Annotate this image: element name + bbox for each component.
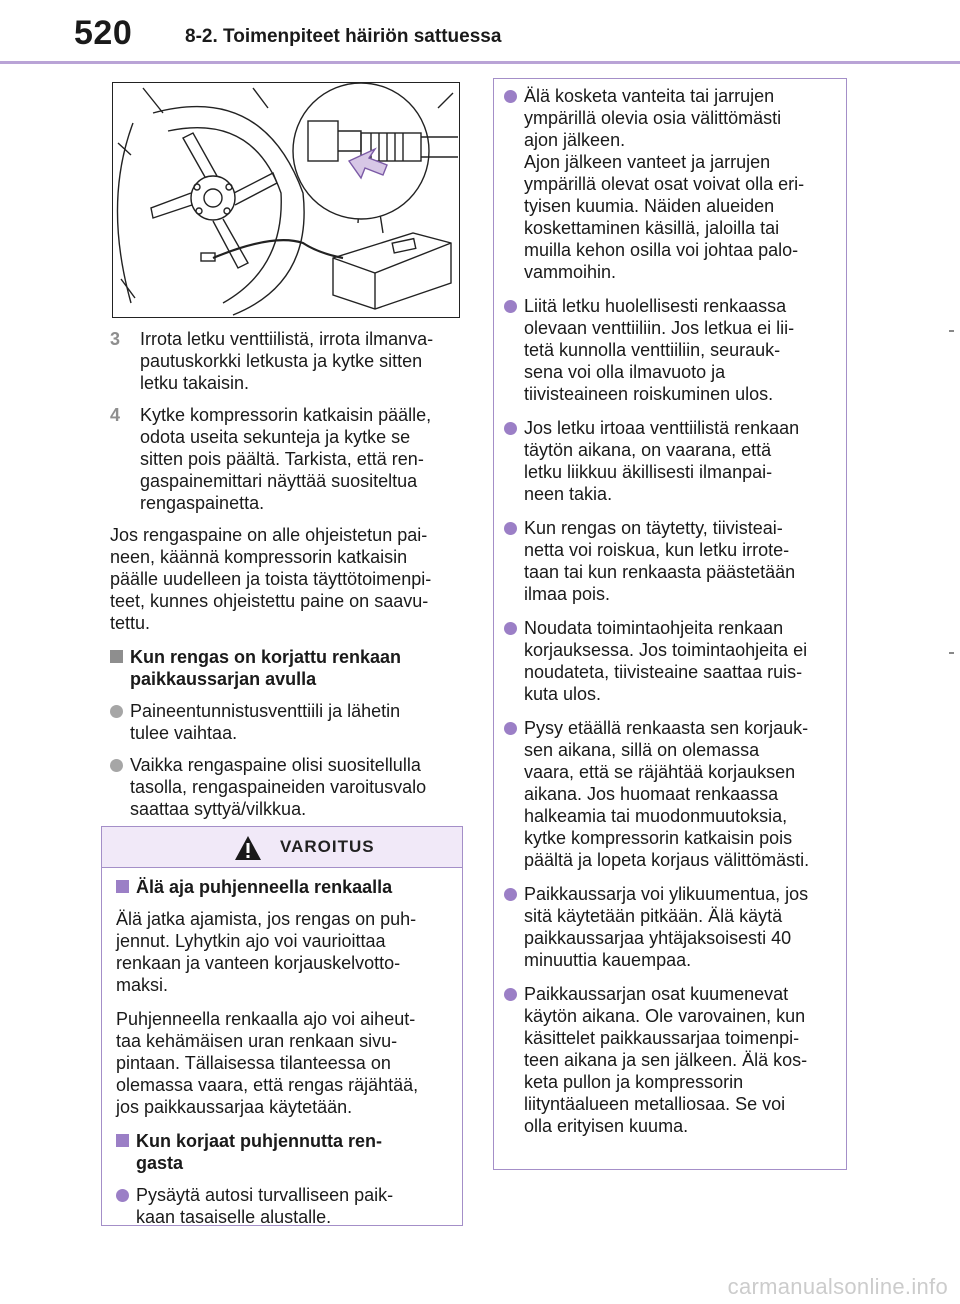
heading-text: Älä aja puhjenneella renkaalla bbox=[136, 877, 393, 897]
bullet-dot-icon bbox=[116, 1189, 129, 1202]
tire-inflation-illustration bbox=[112, 82, 460, 318]
warning-heading bbox=[116, 1130, 448, 1174]
bullet-dot-icon bbox=[504, 888, 517, 901]
heading-text: Kun rengas on korjattu renkaan paikkaussarjan avulla bbox=[130, 647, 402, 689]
section-title: 8-2. Toimenpiteet häiriön sattuessa bbox=[185, 26, 502, 47]
bullet-text: Paikkaussarja voi ylikuumentua, jos sitä käytetään pitkään. Älä käytä paikkaussarjaa yhtäjaksoisesti 40 minuuttia kauempaa. bbox=[524, 884, 809, 970]
bullet-text: Kun rengas on täytetty, tiivisteai- netta voi roiskua, kun letku irrote- taan tai kun renkaasta päästetään ilmaa pois. bbox=[524, 518, 796, 604]
bullet-text: Vaikka rengaspaine olisi suositellulla tasolla, rengaspaineiden varoitusvalo saattaa syttyä/vilkkua. bbox=[130, 755, 427, 819]
step-number: 3 bbox=[110, 329, 121, 349]
list-item bbox=[504, 85, 836, 283]
bullet-dot-icon bbox=[110, 759, 123, 772]
bullet-dot-icon bbox=[504, 988, 517, 1001]
warning-paragraph: Älä jatka ajamista, jos rengas on puh- jennut. Lyhytkin ajo voi vaurioittaa renkaan ja vanteen korjauskelvotto- maksi. bbox=[116, 909, 417, 995]
bullet-dot-icon bbox=[504, 622, 517, 635]
left-column bbox=[110, 328, 466, 830]
bullet-dot-icon bbox=[504, 522, 517, 535]
list-item bbox=[110, 754, 466, 820]
step-number: 4 bbox=[110, 405, 121, 425]
bullet-text: Älä kosketa vanteita tai jarrujen ympärillä olevia osia välittömästi ajon jälkeen. Ajon jälkeen vanteet ja jarrujen ympärillä olevat osat voivat olla eri- tyisen kuumia. Näiden alueiden koskettaminen käsillä, jaloilla tai muilla kehon osilla voi johtaa palo- vammoihin. bbox=[524, 86, 805, 282]
bullet-text: Paikkaussarjan osat kuumenevat käytön aikana. Ole varovainen, kun käsittelet paikkaussarjaa toimenpi- teen aikana ja sen jälkeen. Älä kos- keta pullon ja kompressorin liityntäalueen metalliosaa. Se voi olla erityisen kuuma. bbox=[524, 984, 808, 1136]
margin-mark bbox=[949, 330, 954, 332]
warning-triangle-icon bbox=[234, 835, 262, 861]
bullet-dot-icon bbox=[504, 300, 517, 313]
margin-mark bbox=[949, 652, 954, 654]
bullet-dot-icon bbox=[110, 705, 123, 718]
square-bullet-icon bbox=[110, 650, 123, 663]
warning-header bbox=[102, 827, 462, 868]
square-bullet-icon bbox=[116, 1134, 129, 1147]
list-item bbox=[504, 983, 836, 1137]
header-divider bbox=[0, 61, 960, 64]
bullet-dot-icon bbox=[504, 90, 517, 103]
step-item bbox=[110, 328, 466, 394]
warning-continuation-box bbox=[493, 78, 847, 1170]
bullet-dot-icon bbox=[504, 722, 517, 735]
page-header bbox=[0, 0, 960, 62]
warning-heading bbox=[116, 876, 448, 898]
warning-box bbox=[101, 826, 463, 1226]
list-item bbox=[110, 700, 466, 744]
bullet-text: Pysy etäällä renkaasta sen korjauk- sen aikana, sillä on olemassa vaara, että se räjähtää korjauksen aikana. Jos huomaat renkaassa halkeamia tai muodonmuutoksia, kytke kompressorin katkaisin pois päältä ja lopeta korjaus välittömästi. bbox=[524, 718, 810, 870]
list-item bbox=[504, 417, 836, 505]
bullet-text: Pysäytä autosi turvalliseen paik- kaan tasaiselle alustalle. bbox=[136, 1185, 394, 1227]
bullet-text: Paineentunnistusventtiili ja lähetin tulee vaihtaa. bbox=[130, 701, 401, 743]
watermark-text: carmanualsonline.info bbox=[727, 1274, 948, 1299]
warning-title: VAROITUS bbox=[280, 837, 375, 856]
list-item bbox=[504, 617, 836, 705]
bullet-text: Liitä letku huolellisesti renkaassa olevaan venttiiliin. Jos letkua ei lii- tetä kunnolla venttiiliin, seurauk- sena voi olla ilmavuoto ja tiivisteaineen roiskuminen ulos. bbox=[524, 296, 795, 404]
list-item bbox=[504, 717, 836, 871]
repair-section-heading bbox=[110, 646, 466, 690]
step-item bbox=[110, 404, 466, 514]
step-text: Kytke kompressorin katkaisin päälle, odota useita sekunteja ja kytke se sitten pois päältä. Tarkista, että ren- gaspainemittari näyttää suositeltua rengaspainetta. bbox=[140, 405, 432, 513]
page-number: 520 bbox=[74, 14, 133, 52]
bullet-dot-icon bbox=[504, 422, 517, 435]
square-bullet-icon bbox=[116, 880, 129, 893]
pressure-paragraph: Jos rengaspaine on alle ohjeistetun pai- neen, käännä kompressorin katkaisin päälle uudelleen ja toista täyttötoimenpi- teet, kunnes ohjeistettu paine on saavu- tettu. bbox=[110, 525, 432, 633]
list-item bbox=[504, 883, 836, 971]
list-item bbox=[504, 517, 836, 605]
list-item bbox=[116, 1184, 448, 1228]
warning-body bbox=[102, 868, 462, 1228]
step-text: Irrota letku venttiilistä, irrota ilmanva- pautuskorkki letkusta ja kytke sitten letku takaisin. bbox=[140, 329, 434, 393]
bullet-text: Jos letku irtoaa venttiilistä renkaan täytön aikana, on vaarana, että letku liikkuu äkillisesti ilmanpai- neen takia. bbox=[524, 418, 800, 504]
list-item bbox=[504, 295, 836, 405]
warning-paragraph: Puhjenneella renkaalla ajo voi aiheut- taa kehämäisen uran renkaan sivu- pintaan. Tällaisessa tilanteessa on olemassa vaara, että rengas räjähtää, jos paikkaussarjaa käytetään. bbox=[116, 1009, 419, 1117]
bullet-text: Noudata toimintaohjeita renkaan korjauksessa. Jos toimintaohjeita ei noudateta, tiivisteaine saattaa ruis- kuta ulos. bbox=[524, 618, 808, 704]
tire-compressor-drawing bbox=[113, 83, 458, 316]
heading-text: Kun korjaat puhjennutta ren- gasta bbox=[136, 1131, 383, 1173]
